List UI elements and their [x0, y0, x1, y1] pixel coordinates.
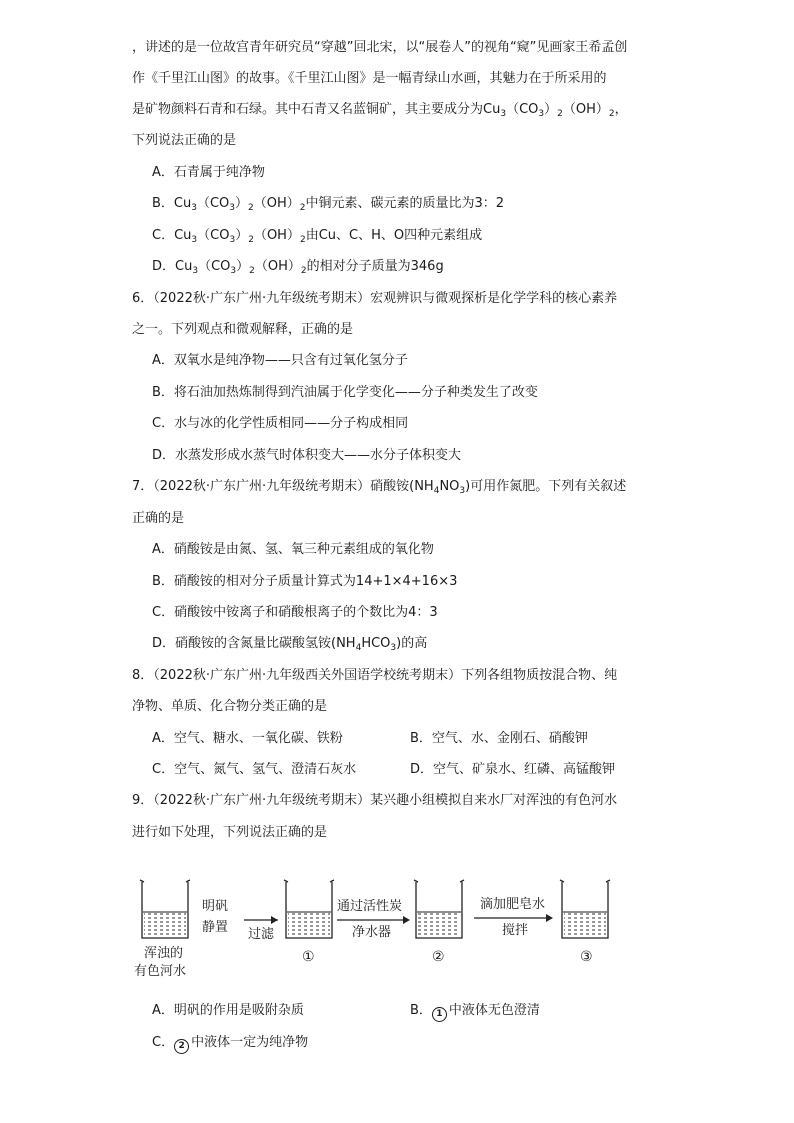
- circled-number-2: 2: [174, 1039, 189, 1054]
- circled-number-1: 1: [432, 1007, 447, 1022]
- step3-label-soap: 滴加肥皂水: [480, 897, 546, 912]
- step1-label-settle: 静置: [202, 920, 229, 935]
- q6-option-b: B．将石油加热炼制得到汽油属于化学变化——分子种类发生了改变: [152, 385, 538, 400]
- beaker-3-label: ③: [580, 949, 593, 965]
- step2-label-carbon: 通过活性炭: [337, 899, 403, 914]
- q8-option-a: A．空气、糖水、一氧化碳、铁粉: [152, 731, 343, 746]
- q8-line-2: 净物、单质、化合物分类正确的是: [132, 699, 328, 714]
- beaker-1-label: ①: [302, 949, 315, 965]
- q9-option-a: A．明矾的作用是吸附杂质: [152, 1003, 304, 1018]
- step2-label-purifier: 净水器: [352, 925, 392, 940]
- q6-line-1: 6．（2022秋·广东广州·九年级统考期末）宏观辨识与微观探析是化学学科的核心素养: [132, 291, 618, 306]
- q7-line-1: 7．（2022秋·广东广州·九年级统考期末）硝酸铵$(NH_4NO_3)$可用作氮肥。下列有关叙述: [132, 479, 627, 496]
- q7-line-2: 正确的是: [132, 511, 185, 526]
- step1-label-alum: 明矾: [202, 899, 229, 914]
- q9-line-2: 进行如下处理，下列说法正确的是: [132, 825, 328, 840]
- q9-line-1: 9．（2022秋·广东广州·九年级统考期末）某兴趣小组模拟自来水厂对浑浊的有色河水: [132, 793, 618, 808]
- beaker-2-label: ②: [432, 949, 445, 965]
- q7-option-b: B．硝酸铵的相对分子质量计算式为14+1×4+16×3: [152, 574, 458, 589]
- q8-option-d: D．空气、矿泉水、红磷、高锰酸钾: [410, 762, 616, 777]
- q7-option-c: C．硝酸铵中铵离子和硝酸根离子的个数比为4：3: [152, 605, 438, 620]
- q5-line-4: 下列说法正确的是: [132, 133, 237, 148]
- q9-option-b: B． 1 中液体无色澄清: [410, 1003, 540, 1022]
- q7-option-d: D．硝酸铵的含氮量比碳酸氢铵$(NH_4HCO_3)$的高: [152, 636, 428, 653]
- arrow-1-head: [271, 916, 278, 924]
- q8-line-1: 8．（2022秋·广东广州·九年级西关外国语学校统考期末）下列各组物质按混合物、纯: [132, 668, 618, 683]
- q6-option-c: C．水与冰的化学性质相同——分子构成相同: [152, 416, 409, 431]
- river-label-2: 有色河水: [134, 964, 187, 979]
- q5-line-3: 是矿物颜料石青和石绿。其中石青又名蓝铜矿，其主要成分为$Cu_3(CO_3)_2(OH)_2$，: [132, 102, 628, 119]
- q5-option-c: C．$Cu_3(CO_3)_2(OH)_2$由Cu、C、H、O四种元素组成: [152, 228, 483, 245]
- q8-option-b: B．空气、水、金刚石、硝酸钾: [410, 731, 588, 746]
- beaker-3: [560, 880, 610, 938]
- q6-option-d: D．水蒸发形成水蒸气时体积变大——水分子体积变大: [152, 448, 462, 463]
- q5-option-a: A．石青属于纯净物: [152, 165, 265, 180]
- beaker-2: [414, 880, 464, 938]
- river-label-1: 浑浊的: [144, 946, 184, 961]
- water-treatment-diagram: [130, 868, 650, 988]
- q5-line-2: 作《千里江山图》的故事。《千里江山图》是一幅青绿山水画，其魅力在于所采用的: [132, 71, 607, 86]
- q5-line-1: ，讲述的是一位故宫青年研究员“穿越”回北宋，以“展卷人”的视角“窥”见画家王希孟创: [132, 40, 628, 55]
- beaker-river-water: [140, 880, 190, 938]
- beaker-1: [284, 880, 334, 938]
- step3-label-stir: 搅拌: [502, 923, 529, 938]
- q9-option-c: C． 2 中液体一定为纯净物: [152, 1035, 308, 1054]
- q6-line-2: 之一。下列观点和微观解释，正确的是: [132, 322, 354, 337]
- q8-option-c: C．空气、氮气、氢气、澄清石灰水: [152, 762, 357, 777]
- arrow-2-head: [403, 916, 410, 924]
- arrow-3-head: [546, 914, 553, 922]
- q6-option-a: A．双氧水是纯净物——只含有过氧化氢分子: [152, 353, 408, 368]
- step1-label-filter: 过滤: [248, 927, 275, 942]
- q5-option-d: D．$Cu_3(CO_3)_2(OH)_2$的相对分子质量为346g: [152, 259, 444, 276]
- q7-option-a: A．硝酸铵是由氮、氢、氧三种元素组成的氧化物: [152, 542, 434, 557]
- q5-option-b: B．$Cu_3(CO_3)_2(OH)_2$中铜元素、碳元素的质量比为3：2: [152, 196, 505, 213]
